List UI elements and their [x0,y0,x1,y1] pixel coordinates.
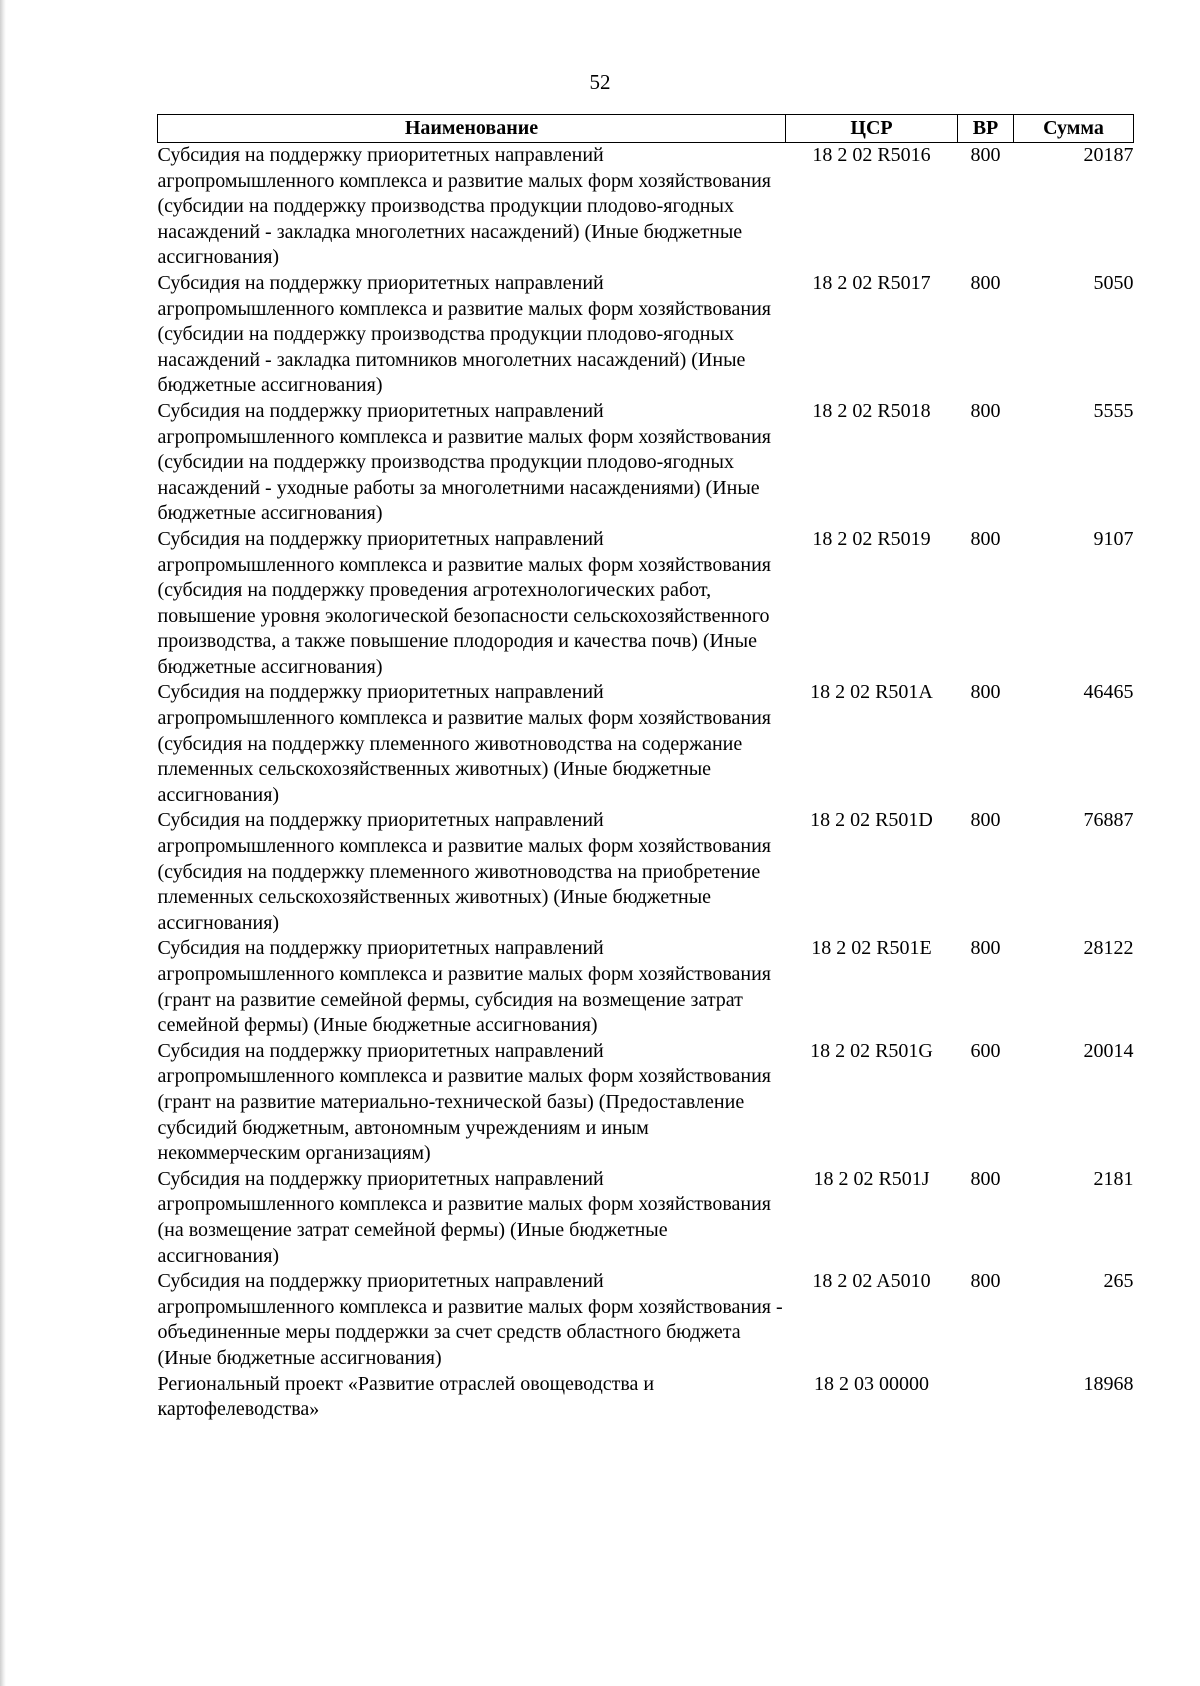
header-row [158,115,1134,143]
row-csr: 18 2 02 R5018 [812,399,931,422]
table-row [158,808,1134,936]
row-sum: 20014 [1083,1039,1134,1062]
table-row [158,399,1134,527]
row-sum: 20187 [1083,144,1134,166]
table-body [158,143,1134,1423]
row-csr: 18 2 02 R501D [810,809,933,832]
header-name: Наименование [158,115,786,143]
row-vr: 800 [970,937,1001,960]
table-row [158,143,1134,271]
row-sum: 265 [1103,1270,1134,1293]
row-sum: 5555 [1093,399,1134,422]
row-sum: 18968 [1083,1372,1134,1395]
row-sum: 9107 [1093,527,1134,550]
row-vr: 800 [970,399,1001,422]
header-vr: ВР [958,115,1014,143]
row-csr: 18 2 02 R501G [810,1039,933,1062]
row-vr: 800 [970,144,1001,166]
row-vr: 800 [970,1270,1001,1293]
row-csr: 18 2 02 R501A [810,681,933,704]
row-name: Субсидия на поддержку приоритетных направлений агропромышленного комплекса и развитие малых форм хозяйствования (субсидии на поддержку производства продукции плодово-ягодных насаждений - уходные работы за многолетними насаждениями) (Иные бюджетные ассигнования) [157,399,771,525]
table-row [158,271,1134,399]
page-number: 52 [589,70,611,94]
row-name: Субсидия на поддержку приоритетных направлений агропромышленного комплекса и развитие малых форм хозяйствования - объединенные меры поддержки за счет средств областного бюджета (Иные бюджетные ассигнования) [157,1270,783,1369]
row-sum: 76887 [1083,809,1134,832]
row-csr: 18 2 02 R501E [811,937,932,960]
row-sum: 46465 [1083,681,1134,704]
table-row [158,1269,1134,1371]
row-vr: 600 [970,1039,1001,1062]
row-sum: 28122 [1083,937,1134,960]
row-csr: 18 2 03 00000 [814,1372,929,1395]
row-vr: 800 [970,681,1001,704]
row-name: Субсидия на поддержку приоритетных направлений агропромышленного комплекса и развитие малых форм хозяйствования (субсидия на поддержку племенного животноводства на приобретение племенных сельскохозяйственных животных) (Иные бюджетные ассигнования) [157,809,771,934]
table-row [158,1167,1134,1269]
row-csr: 18 2 02 R5016 [812,144,931,166]
table-row [158,936,1134,1038]
row-vr: 800 [970,1167,1001,1190]
row-vr: 800 [970,271,1001,294]
table-row [158,1372,1134,1423]
row-csr: 18 2 02 A5010 [812,1270,931,1293]
row-csr: 18 2 02 R5019 [812,527,931,550]
row-name: Субсидия на поддержку приоритетных направлений агропромышленного комплекса и развитие малых форм хозяйствования (на возмещение затрат семейной фермы) (Иные бюджетные ассигнования) [157,1167,771,1267]
header-sum: Сумма [1014,115,1134,143]
row-vr: 800 [970,809,1001,832]
row-vr [958,1372,1014,1423]
table-row [158,527,1134,681]
table-row [158,1039,1134,1167]
scan-edge-shadow [0,0,6,1686]
table-header [158,115,1134,143]
budget-table [157,114,1134,1423]
row-vr: 800 [970,527,1001,550]
row-name: Субсидия на поддержку приоритетных направлений агропромышленного комплекса и развитие малых форм хозяйствования (грант на развитие материально-технической базы) (Предоставление субсидий бюджетным, автономным учреждениям и иным некоммерческим организациям) [157,1039,771,1165]
row-name: Региональный проект «Развитие отраслей овощеводства и картофелеводства» [157,1372,655,1421]
header-csr: ЦСР [786,115,958,143]
row-name: Субсидия на поддержку приоритетных направлений агропромышленного комплекса и развитие малых форм хозяйствования (грант на развитие семейной фермы, субсидия на возмещение затрат семейной фермы) (Иные бюджетные ассигнования) [157,937,771,1037]
table-row [158,680,1134,808]
row-csr: 18 2 02 R501J [813,1167,930,1190]
row-name: Субсидия на поддержку приоритетных направлений агропромышленного комплекса и развитие малых форм хозяйствования (субсидия на поддержку племенного животноводства на содержание племенных сельскохозяйственных животных) (Иные бюджетные ассигнования) [157,681,771,806]
row-sum: 2181 [1093,1167,1134,1190]
row-name: Субсидия на поддержку приоритетных направлений агропромышленного комплекса и развитие малых форм хозяйствования (субсидии на поддержку производства продукции плодово-ягодных насаждений - закладка многолетних насаждений) (Иные бюджетные ассигнования) [157,144,771,269]
row-name: Субсидия на поддержку приоритетных направлений агропромышленного комплекса и развитие малых форм хозяйствования (субсидия на поддержку проведения агротехнологических работ, повышение уровня экологической безопасности сельскохозяйственного производства, а также повышение плодородия и качества почв) (Иные бюджетные ассигнования) [157,527,771,678]
row-name: Субсидия на поддержку приоритетных направлений агропромышленного комплекса и развитие малых форм хозяйствования (субсидии на поддержку производства продукции плодово-ягодных насаждений - закладка питомников многолетних насаждений) (Иные бюджетные ассигнования) [157,271,771,397]
row-sum: 5050 [1093,271,1134,294]
row-csr: 18 2 02 R5017 [812,271,931,294]
